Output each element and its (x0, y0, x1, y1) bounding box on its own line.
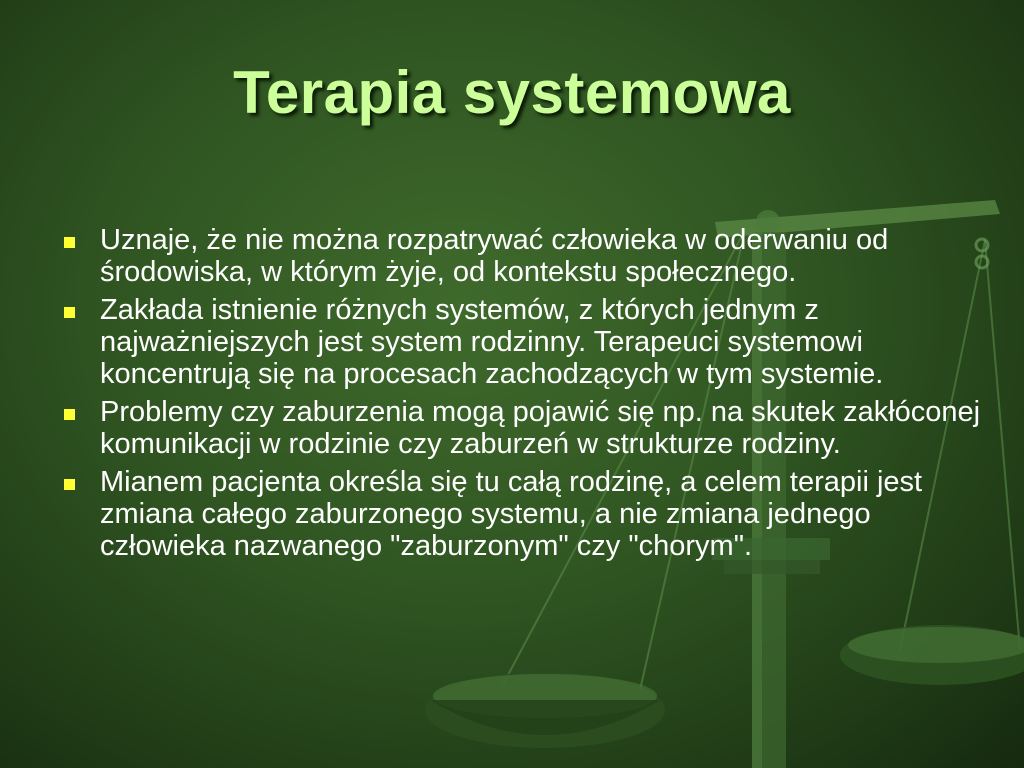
bullet-text: Zakłada istnienie różnych systemów, z których jednym z najważniejszych jest system rodzinny. Terapeuci systemowi koncentrują się na procesach zachodzących w tym systemie. (100, 294, 884, 390)
bullet-item (62, 224, 982, 288)
bullet-text: Uznaje, że nie można rozpatrywać człowieka w oderwaniu od środowiska, w którym żyje, od kontekstu społecznego. (100, 224, 889, 288)
square-bullet-icon (64, 409, 75, 420)
bullet-text: Problemy czy zaburzenia mogą pojawić się np. na skutek zakłóconej komunikacji w rodzinie czy zaburzeń w strukturze rodziny. (100, 396, 981, 460)
bullet-list (62, 224, 982, 568)
square-bullet-icon (64, 307, 75, 318)
bullet-text: Mianem pacjenta określa się tu całą rodzinę, a celem terapii jest zmiana całego zaburzonego systemu, a nie zmiana jednego człowieka nazwanego "zaburzonym" czy "chorym". (100, 466, 923, 562)
bullet-item (62, 396, 982, 460)
square-bullet-icon (64, 479, 75, 490)
slide-title: Terapia systemowa (233, 59, 791, 126)
bullet-item (62, 466, 982, 562)
bullet-item (62, 294, 982, 390)
square-bullet-icon (64, 237, 75, 248)
